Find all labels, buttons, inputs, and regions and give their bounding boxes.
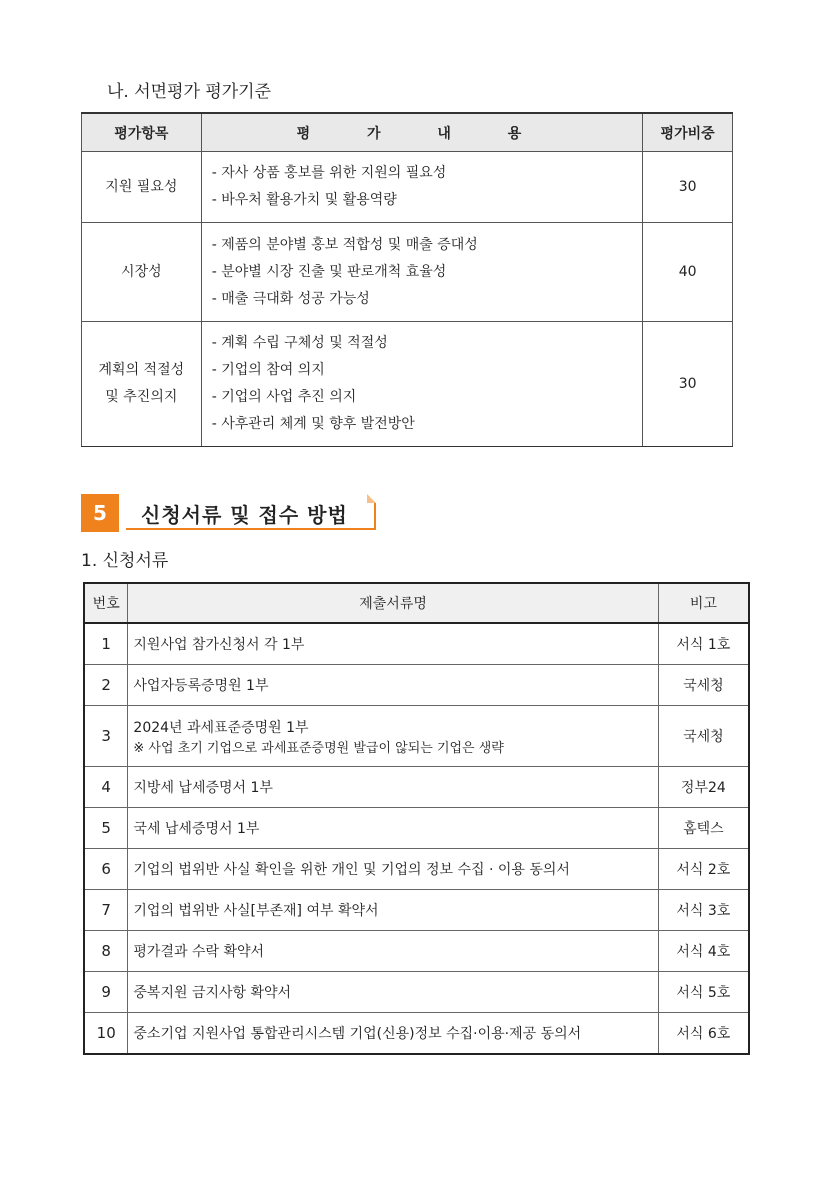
document-name: 평가결과 수락 확약서 (128, 931, 658, 972)
criteria-row (82, 322, 733, 447)
document-note: 서식 6호 (658, 1013, 749, 1055)
header-note: 비고 (658, 583, 749, 623)
document-no: 3 (84, 706, 128, 767)
criteria-weight: 30 (643, 322, 733, 447)
criteria-header-row (82, 113, 733, 152)
document-no: 1 (84, 623, 128, 665)
document-name: 중소기업 지원사업 통합관리시스템 기업(신용)정보 수집·이용·제공 동의서 (128, 1013, 658, 1055)
document-note: 서식 2호 (658, 849, 749, 890)
criteria-items: - 계획 수립 구체성 및 적절성 - 기업의 참여 의지 - 기업의 사업 추진 의지 - 사후관리 체계 및 향후 발전방안 (201, 322, 643, 447)
section-title: 신청서류 및 접수 방법 (141, 503, 348, 527)
criteria-row (82, 223, 733, 322)
document-no: 7 (84, 890, 128, 931)
document-note: 서식 5호 (658, 972, 749, 1013)
criteria-weight: 40 (643, 223, 733, 322)
header-no: 번호 (84, 583, 128, 623)
header-content: 평 가 내 용 (201, 113, 643, 152)
document-no: 5 (84, 808, 128, 849)
document-note: 정부24 (658, 767, 749, 808)
document-row (84, 931, 749, 972)
criteria-items: - 자사 상품 홍보를 위한 지원의 필요성 - 바우처 활용가치 및 활용역량 (201, 152, 643, 223)
document-row (84, 706, 749, 767)
document-row (84, 972, 749, 1013)
document-note: 홈텍스 (658, 808, 749, 849)
criteria-weight: 30 (643, 152, 733, 223)
document-row (84, 808, 749, 849)
document-name-main: 2024년 과세표준증명원 1부 (133, 719, 309, 736)
criteria-category: 시장성 (82, 223, 202, 322)
document-name: 사업자등록증명원 1부 (128, 665, 658, 706)
section-number-badge: 5 (81, 494, 119, 532)
document-row (84, 890, 749, 931)
document-no: 4 (84, 767, 128, 808)
header-weight: 평가비중 (643, 113, 733, 152)
document-row (84, 849, 749, 890)
document-name: 기업의 법위반 사실[부존재] 여부 확약서 (128, 890, 658, 931)
documents-subtitle: 1. 신청서류 (81, 551, 169, 571)
document-name: 기업의 법위반 사실 확인을 위한 개인 및 기업의 정보 수집 · 이용 동의서 (128, 849, 658, 890)
header-document-name: 제출서류명 (128, 583, 658, 623)
evaluation-criteria-subtitle: 나. 서면평가 평가기준 (107, 82, 272, 102)
document-row (84, 623, 749, 665)
header-category: 평가항목 (82, 113, 202, 152)
evaluation-criteria-table (81, 112, 733, 447)
criteria-category: 계획의 적절성 및 추진의지 (82, 322, 202, 447)
document-no: 8 (84, 931, 128, 972)
criteria-row (82, 152, 733, 223)
criteria-items: - 제품의 분야별 홍보 적합성 및 매출 증대성 - 분야별 시장 진출 및 판로개척 효율성 - 매출 극대화 성공 가능성 (201, 223, 643, 322)
document-name: 지방세 납세증명서 1부 (128, 767, 658, 808)
document-row (84, 665, 749, 706)
document-note: 서식 3호 (658, 890, 749, 931)
document-note: 서식 1호 (658, 623, 749, 665)
document-no: 10 (84, 1013, 128, 1055)
application-documents-table (83, 582, 750, 1055)
document-name: 지원사업 참가신청서 각 1부 (128, 623, 658, 665)
criteria-category: 지원 필요성 (82, 152, 202, 223)
documents-header-row (84, 583, 749, 623)
document-note: 서식 4호 (658, 931, 749, 972)
document-no: 6 (84, 849, 128, 890)
document-note: 국세청 (658, 665, 749, 706)
document-no: 9 (84, 972, 128, 1013)
document-name: 국세 납세증명서 1부 (128, 808, 658, 849)
document-name-remark: ※ 사업 초기 기업으로 과세표준증명원 발급이 않되는 기업은 생략 (133, 740, 504, 756)
document-note: 국세청 (658, 706, 749, 767)
document-no: 2 (84, 665, 128, 706)
document-name (128, 706, 658, 767)
document-row (84, 767, 749, 808)
document-name: 중복지원 금지사항 확약서 (128, 972, 658, 1013)
document-row (84, 1013, 749, 1055)
